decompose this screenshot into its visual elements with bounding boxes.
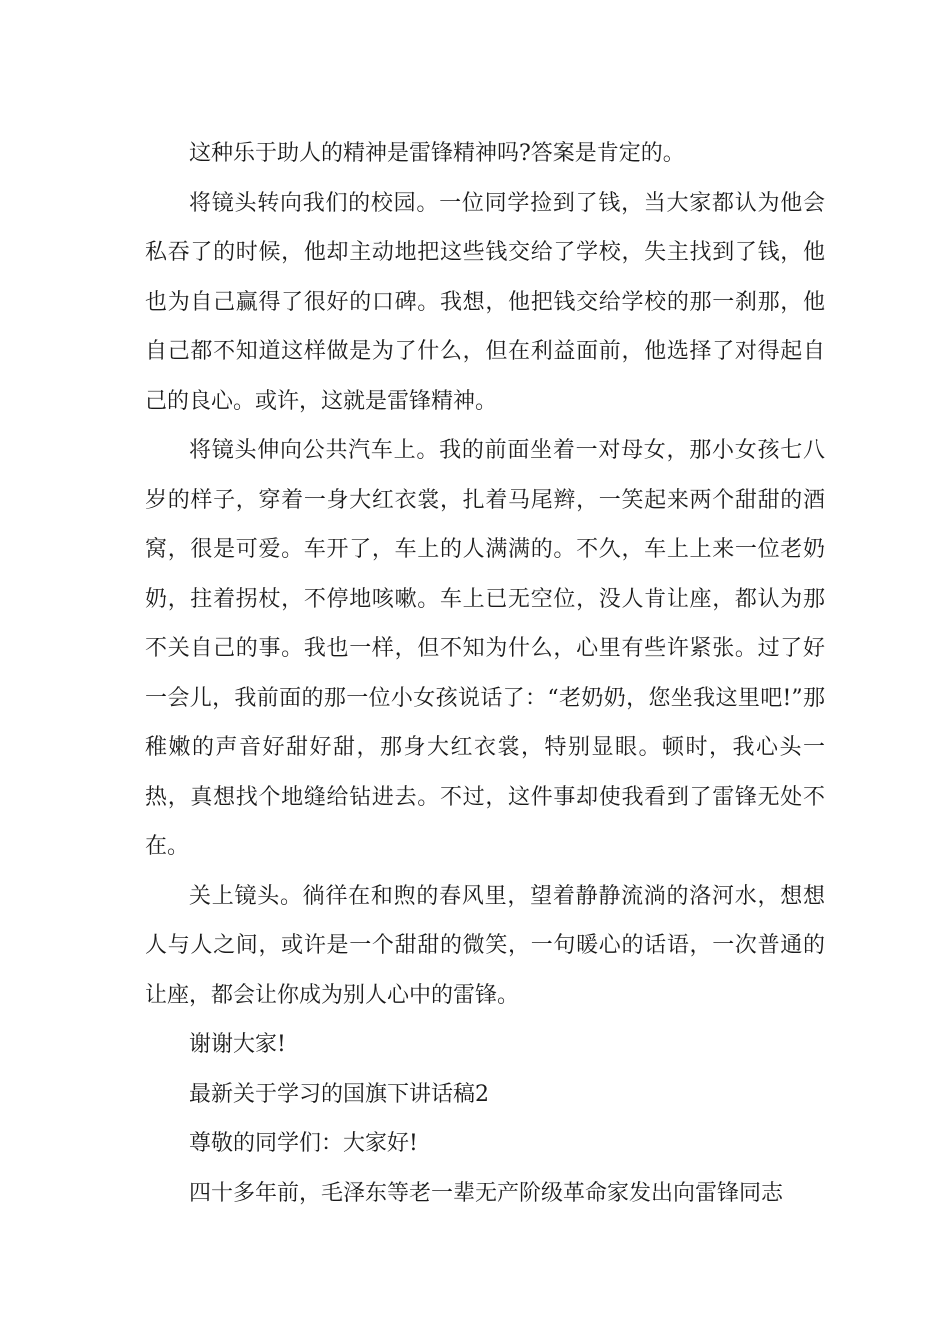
paragraph-last: 四十多年前，毛泽东等老一辈无产阶级革命家发出向雷锋同志 bbox=[189, 1180, 784, 1206]
section-heading: 最新关于学习的国旗下讲话稿2 bbox=[189, 1081, 489, 1107]
paragraph-1: 这种乐于助人的精神是雷锋精神吗?答案是肯定的。 bbox=[189, 141, 685, 166]
paragraph-3: 将镜头伸向公共汽车上。我的前面坐着一对母女，那小女孩七八岁的样子，穿着一身大红衣裳，扎着马尾辫，一笑起来两个甜甜的酒窝，很是可爱。车开了，车上的人满满的。不久，车上上来一位老奶奶，拄着拐杖，不停地咳嗽。车上已无空位，没人肯让座，都认为那不关自己的事。我也一样，但不知为什么，心里有些许紧张。过了好一会儿，我前面的那一位小女孩说话了：“老奶奶，您坐我这里吧!”那稚嫩的声音好甜好甜，那身大红衣裳，特别显眼。顿时，我心头一热，真想找个地缝给钻进去。不过，这件事却使我看到了雷锋无处不在。 bbox=[145, 438, 825, 859]
paragraph-4: 关上镜头。徜徉在和煦的春风里，望着静静流淌的洛河水，想想人与人之间，或许是一个甜甜的微笑，一句暖心的话语，一次普通的让座，都会让你成为别人心中的雷锋。 bbox=[145, 883, 825, 1008]
document-body bbox=[145, 129, 825, 1218]
closing-thanks: 谢谢大家! bbox=[189, 1032, 286, 1057]
greeting: 尊敬的同学们：大家好! bbox=[189, 1131, 418, 1156]
paragraph-2: 将镜头转向我们的校园。一位同学捡到了钱，当大家都认为他会私吞了的时候，他却主动地把这些钱交给了学校，失主找到了钱，他也为自己赢得了很好的口碑。我想，他把钱交给学校的那一刹那，他自己都不知道这样做是为了什么，但在利益面前，他选择了对得起自己的良心。或许，这就是雷锋精神。 bbox=[145, 190, 825, 414]
